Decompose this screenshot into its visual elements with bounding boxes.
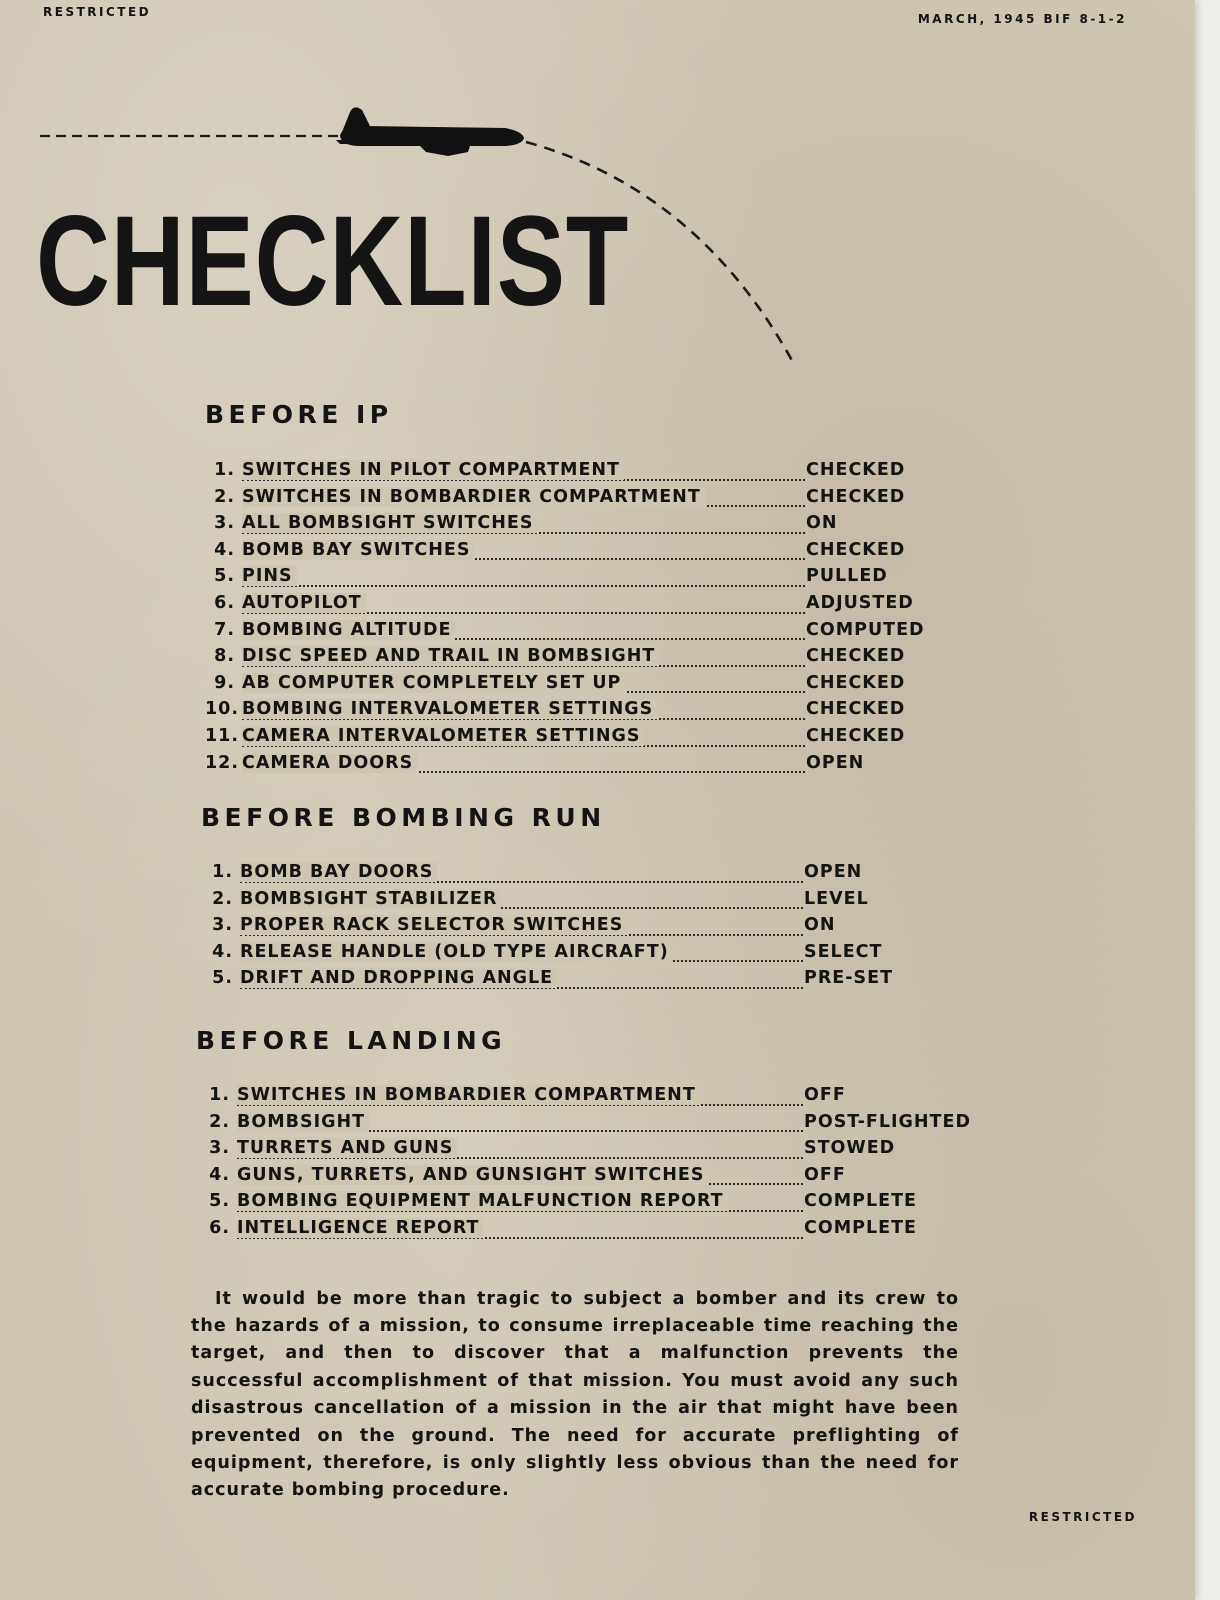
checklist-item: 12. CAMERA DOORS OPEN (205, 752, 865, 773)
checklist-item: 11. CAMERA INTERVALOMETER SETTINGS CHECKED (205, 725, 906, 746)
checklist-item: 3. PROPER RACK SELECTOR SWITCHES ON (212, 915, 836, 936)
section-heading-before-bombing-run: BEFORE BOMBING RUN (201, 803, 606, 832)
header-date-reference: MARCH, 1945 BIF 8-1-2 (917, 12, 1127, 26)
checklist-item: 4. GUNS, TURRETS, AND GUNSIGHT SWITCHES OFF (209, 1164, 846, 1185)
checklist-item: 5. BOMBING EQUIPMENT MALFUNCTION REPORT COMPLETE (209, 1191, 917, 1212)
checklist-before-bombing-run (203, 862, 894, 995)
checklist-item: 5. PINS PULLED (214, 566, 888, 587)
checklist-before-landing (200, 1085, 971, 1245)
checklist-item: 6. AUTOPILOT ADJUSTED (214, 592, 914, 613)
checklist-item: 8. DISC SPEED AND TRAIL IN BOMBSIGHT CHECKED (214, 646, 906, 667)
checklist-item: 10. BOMBING INTERVALOMETER SETTINGS CHECKED (205, 699, 906, 720)
section-heading-before-landing: BEFORE LANDING (196, 1026, 507, 1055)
checklist-item: 2. BOMBSIGHT STABILIZER LEVEL (212, 888, 869, 909)
footer-classification: RESTRICTED (1028, 1510, 1137, 1524)
checklist-item: 1. SWITCHES IN BOMBARDIER COMPARTMENT OFF (209, 1085, 846, 1105)
bomber-silhouette-icon (336, 107, 524, 156)
checklist-item: 5. DRIFT AND DROPPING ANGLE PRE-SET (212, 968, 894, 989)
checklist-item: 7. BOMBING ALTITUDE COMPUTED (214, 619, 925, 640)
checklist-item: 1. SWITCHES IN PILOT COMPARTMENT CHECKED (214, 460, 906, 480)
header-classification: RESTRICTED (43, 5, 152, 19)
checklist-item: 6. INTELLIGENCE REPORT COMPLETE (209, 1217, 917, 1238)
checklist-item: 4. BOMB BAY SWITCHES CHECKED (214, 539, 906, 560)
closing-paragraph: It would be more than tragic to subject a bomber and its crew to the hazards of a mission, to consume irreplaceable time reaching the target, and then to discover that a malfunction prevents the successful accomplishment of that mission. You must avoid any such disastrous cancellation of a mission in the air that might have been prevented on the ground. The need for accurate preflighting of equipment, therefore, is only slightly less obvious than the need for accurate bombing procedure. (191, 1288, 959, 1501)
checklist-item: 2. BOMBSIGHT POST-FLIGHTED (209, 1111, 971, 1132)
checklist-item: 4. RELEASE HANDLE (OLD TYPE AIRCRAFT) SELECT (212, 941, 883, 962)
checklist-item: 3. TURRETS AND GUNS STOWED (209, 1138, 896, 1159)
checklist-before-ip (205, 460, 925, 779)
checklist-item: 1. BOMB BAY DOORS OPEN (212, 862, 863, 882)
checklist-item: 9. AB COMPUTER COMPLETELY SET UP CHECKED (214, 672, 906, 693)
section-heading-before-ip: BEFORE IP (205, 400, 393, 429)
page-title: CHECKLIST (36, 190, 630, 333)
checklist-item: 3. ALL BOMBSIGHT SWITCHES ON (214, 513, 838, 534)
checklist-item: 2. SWITCHES IN BOMBARDIER COMPARTMENT CHECKED (214, 486, 906, 507)
